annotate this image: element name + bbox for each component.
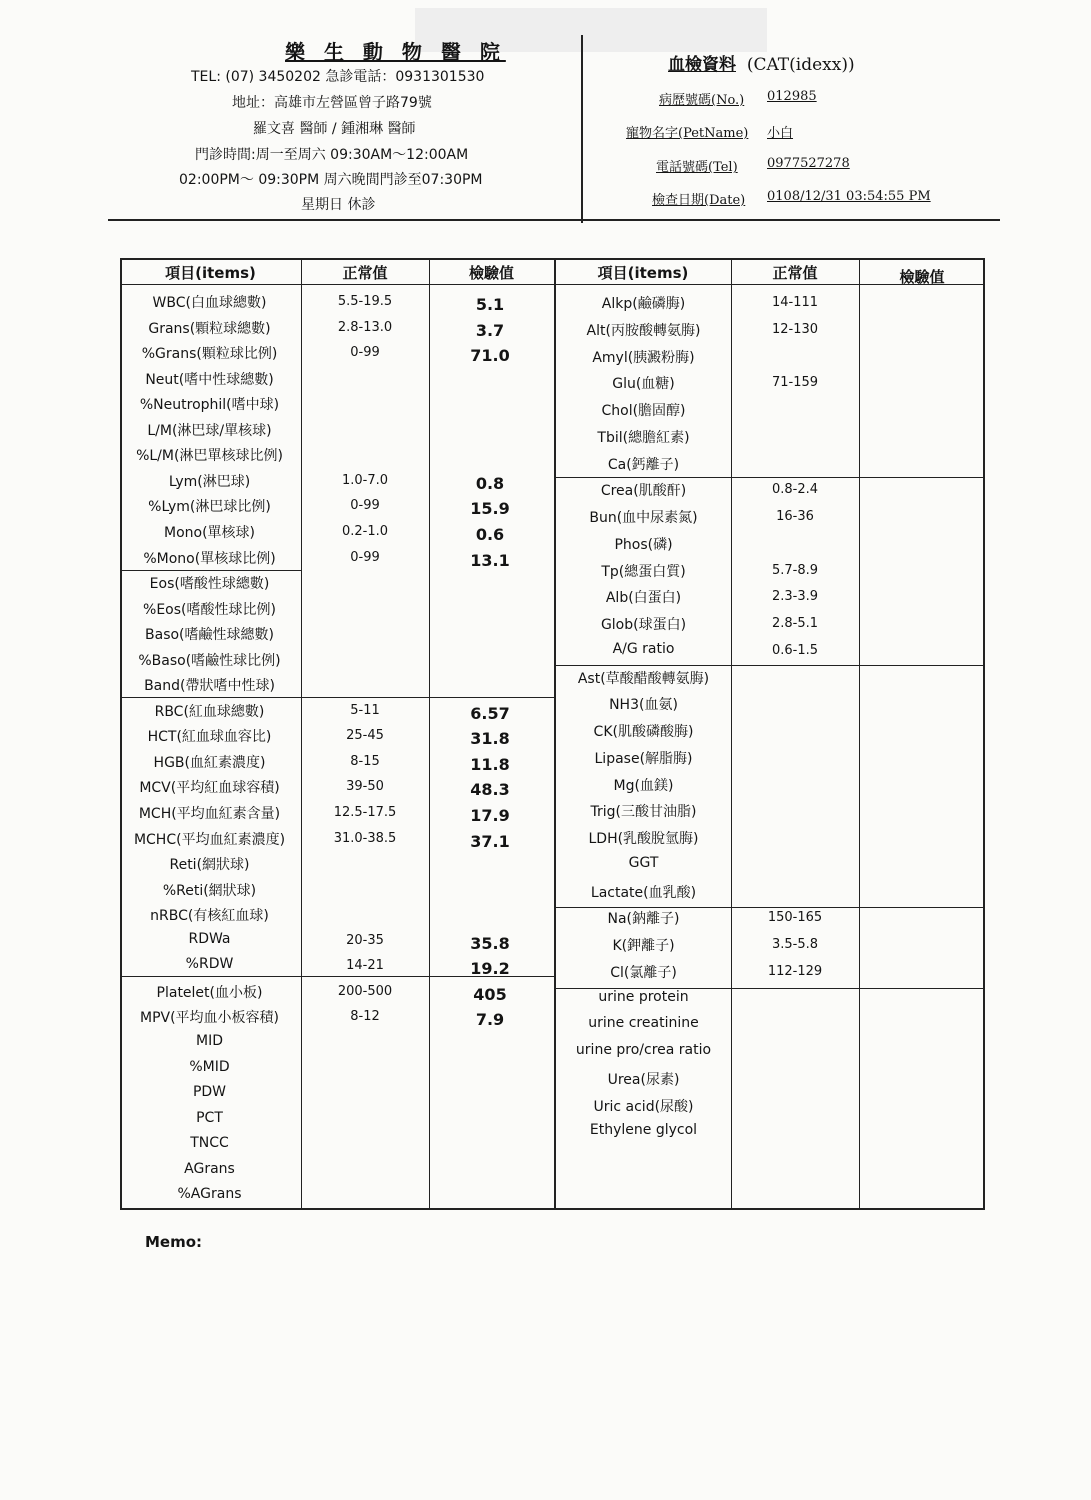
left-item-label: %Lym(淋巴球比例) (148, 499, 271, 516)
hospital-closed: 星期日 休診 (301, 197, 376, 213)
left-item-label: %Eos(嗜酸性球比例) (143, 601, 276, 618)
col-header-items: 項目(items) (165, 264, 256, 282)
left-normal-range: 12.5-17.5 (333, 805, 397, 820)
col-divider (731, 258, 732, 1210)
left-item-label: RDWa (188, 930, 231, 947)
right-item-label: Amyl(胰澱粉脢) (592, 349, 695, 366)
left-normal-range: 20-35 (346, 932, 384, 948)
group-rule (120, 697, 555, 698)
left-normal-range: 0.2-1.0 (341, 523, 389, 539)
left-item-label: %L/M(淋巴單核球比例) (136, 448, 283, 465)
left-result-value: 7.9 (475, 1010, 505, 1030)
left-normal-range: 5-11 (350, 702, 380, 718)
left-normal-range: 39-50 (346, 779, 384, 795)
left-result-value: 19.2 (470, 959, 510, 979)
right-item-label: K(鉀離子) (612, 938, 675, 954)
left-item-label: Grans(顆粒球總數) (148, 320, 271, 337)
left-item-label: Platelet(血小板) (156, 984, 263, 1001)
right-item-label: Na(鈉離子) (607, 911, 680, 928)
right-normal-range: 150-165 (767, 910, 823, 926)
hospital-hours-1: 門診時間:周一至周六 09:30AM～12:00AM (195, 147, 469, 163)
right-normal-range: 71-159 (771, 375, 819, 391)
left-item-label: %Grans(顆粒球比例) (141, 346, 278, 363)
left-item-label: %Mono(單核球比例) (143, 550, 276, 567)
left-item-label: %RDW (185, 956, 234, 973)
left-result-value: 31.8 (470, 729, 510, 749)
right-item-label: Ethylene glycol (589, 1122, 698, 1139)
left-item-label: AGrans (184, 1160, 235, 1177)
right-item-label: Uric acid(尿酸) (593, 1098, 694, 1115)
col-header-normal: 正常值 (342, 264, 388, 282)
left-item-label: Baso(嗜鹼性球總數) (145, 627, 274, 644)
left-item-label: Lym(淋巴球) (168, 473, 251, 490)
right-item-label: Chol(膽固醇) (601, 403, 686, 419)
left-item-label: HCT(紅血球血容比) (147, 729, 272, 746)
field-value-petname: 小白 (767, 126, 794, 141)
left-item-label: %MID (189, 1058, 230, 1075)
right-item-label: urine protein (598, 988, 689, 1005)
left-item-label: MPV(平均血小板容積) (139, 1010, 280, 1027)
left-normal-range: 31.0-38.5 (333, 830, 397, 846)
col-header-normal: 正常值 (772, 264, 818, 282)
right-item-label: Glu(血糖) (612, 376, 675, 393)
left-item-label: Reti(網狀球) (169, 857, 250, 874)
right-item-label: Lactate(血乳酸) (590, 884, 697, 901)
left-result-value: 5.1 (475, 295, 505, 314)
right-normal-range: 16-36 (776, 509, 814, 524)
right-normal-range: 112-129 (767, 963, 823, 979)
right-normal-range: 2.8-5.1 (771, 616, 819, 631)
right-item-label: Glob(球蛋白) (600, 617, 687, 633)
group-rule (120, 570, 301, 571)
field-value-no: 012985 (767, 89, 817, 104)
report-subtitle: (CAT(idexx)) (746, 55, 855, 75)
left-item-label: MID (196, 1032, 223, 1049)
left-item-label: Mono(單核球) (163, 524, 255, 541)
left-normal-range: 2.8-13.0 (337, 319, 393, 335)
left-result-value: 0.8 (475, 473, 505, 493)
right-item-label: Alkp(鹼磷脢) (601, 296, 686, 312)
left-normal-range: 25-45 (346, 728, 384, 744)
right-item-label: urine pro/crea ratio (575, 1042, 712, 1058)
col-header-items: 項目(items) (597, 264, 689, 282)
left-normal-range: 200-500 (337, 983, 393, 999)
left-result-value: 11.8 (470, 754, 510, 774)
right-item-label: Ast(草酸醋酸轉氨脢) (577, 670, 710, 687)
right-item-label: Phos(磷) (614, 536, 673, 553)
left-result-value: 3.7 (475, 320, 505, 340)
left-normal-range: 8-15 (350, 753, 380, 769)
right-item-label: NH3(血氨) (609, 697, 678, 714)
field-value-date: 0108/12/31 03:54:55 PM (767, 189, 931, 204)
right-normal-range: 12-130 (771, 321, 819, 337)
left-item-label: Neut(嗜中性球總數) (145, 371, 274, 388)
right-item-label: urine creatinine (588, 1015, 699, 1032)
right-normal-range: 5.7-8.9 (771, 562, 819, 578)
left-result-value: 71.0 (470, 346, 510, 366)
hospital-doctors: 羅文喜 醫師 / 鍾湘琳 醫師 (253, 121, 416, 137)
header-rule (108, 219, 1000, 221)
header-divider (581, 35, 583, 223)
right-item-label: Cl(氯離子) (610, 964, 677, 981)
right-item-label: LDH(乳酸脫氫脢) (588, 831, 699, 847)
col-header-value: 檢驗值 (468, 264, 514, 282)
left-item-label: %Reti(網狀球) (162, 882, 257, 899)
left-item-label: MCV(平均紅血球容積) (139, 780, 280, 797)
right-item-label: Trig(三酸甘油脂) (590, 804, 697, 821)
field-value-tel: 0977527278 (767, 156, 850, 171)
left-item-label: PCT (196, 1109, 223, 1126)
left-result-value: 48.3 (470, 780, 510, 800)
left-normal-range: 1.0-7.0 (341, 472, 389, 488)
left-normal-range: 14-21 (346, 958, 384, 974)
left-item-label: WBC(白血球總數) (152, 295, 267, 311)
left-normal-range: 0-99 (350, 345, 380, 361)
left-item-label: nRBC(有核紅血球) (150, 908, 269, 925)
left-item-label: %Neutrophil(嗜中球) (139, 397, 280, 414)
right-item-label: Tbil(總膽紅素) (597, 429, 690, 446)
left-item-label: TNCC (190, 1135, 229, 1152)
left-normal-range: 5.5-19.5 (337, 294, 393, 309)
right-normal-range: 14-111 (771, 295, 819, 310)
field-label-date: 檢查日期(Date) (652, 193, 746, 208)
left-item-label: MCHC(平均血紅素濃度) (133, 831, 286, 848)
field-label-petname: 寵物名字(PetName) (626, 126, 749, 141)
left-result-value: 15.9 (470, 499, 510, 519)
left-item-label: MCH(平均血紅素含量) (138, 806, 281, 822)
left-item-label: Band(帶狀嗜中性球) (144, 678, 275, 695)
right-item-label: Bun(血中尿素氮) (589, 510, 698, 526)
col-header-value: 檢驗值 (899, 268, 945, 286)
right-item-label: GGT (628, 854, 659, 871)
left-result-value: 37.1 (470, 831, 510, 851)
right-item-label: Crea(肌酸酐) (600, 483, 687, 500)
field-label-tel: 電話號碼(Tel) (656, 160, 738, 175)
left-result-value: 405 (473, 984, 507, 1004)
right-normal-range: 0.6-1.5 (771, 642, 819, 658)
left-item-label: L/M(淋巴球/單核球) (147, 422, 272, 439)
right-item-label: Mg(血鎂) (613, 777, 674, 794)
left-item-label: Eos(嗜酸性球總數) (149, 576, 270, 593)
right-item-label: Alb(白蛋白) (605, 590, 682, 607)
left-normal-range: 0-99 (350, 549, 380, 565)
right-item-label: Urea(尿素) (607, 1071, 680, 1088)
right-item-label: A/G ratio (612, 640, 675, 657)
col-divider (859, 258, 860, 1210)
group-rule (555, 665, 985, 666)
left-normal-range: 8-12 (350, 1009, 380, 1025)
left-result-value: 13.1 (470, 550, 510, 570)
memo-label: Memo: (145, 1233, 203, 1251)
left-result-value: 6.57 (470, 703, 510, 723)
left-item-label: %AGrans (177, 1186, 242, 1203)
right-item-label: Lipase(解脂脢) (594, 750, 693, 767)
left-result-value: 35.8 (470, 933, 510, 953)
field-label-no: 病歷號碼(No.) (659, 93, 745, 108)
left-normal-range: 0-99 (350, 498, 380, 514)
report-title-text: 血檢資料 (668, 55, 736, 75)
right-item-label: CK(肌酸磷酸脢) (593, 724, 694, 740)
report-title (668, 50, 855, 75)
right-normal-range: 0.8-2.4 (771, 482, 819, 498)
right-normal-range: 3.5-5.8 (771, 937, 819, 952)
hospital-tel: TEL: (07) 3450202 急診電話：0931301530 (191, 69, 485, 85)
left-item-label: RBC(紅血球總數) (154, 703, 265, 720)
hospital-hours-2: 02:00PM～ 09:30PM 周六晚間門診至07:30PM (179, 172, 483, 188)
hospital-address: 地址：高雄市左營區曾子路79號 (232, 95, 432, 111)
right-item-label: Ca(鈣離子) (607, 456, 680, 473)
left-result-value: 0.6 (475, 524, 505, 544)
left-item-label: %Baso(嗜鹼性球比例) (138, 652, 281, 669)
right-normal-range: 2.3-3.9 (771, 589, 819, 605)
left-item-label: PDW (192, 1084, 227, 1101)
header-row-rule (120, 284, 985, 285)
hospital-name: 樂 生 動 物 醫 院 (285, 40, 506, 64)
left-result-value: 17.9 (470, 806, 510, 825)
left-item-label: HGB(血紅素濃度) (153, 754, 266, 771)
right-item-label: Tp(總蛋白質) (601, 563, 686, 580)
group-rule (555, 477, 985, 478)
right-item-label: Alt(丙胺酸轉氨脢) (586, 322, 701, 339)
